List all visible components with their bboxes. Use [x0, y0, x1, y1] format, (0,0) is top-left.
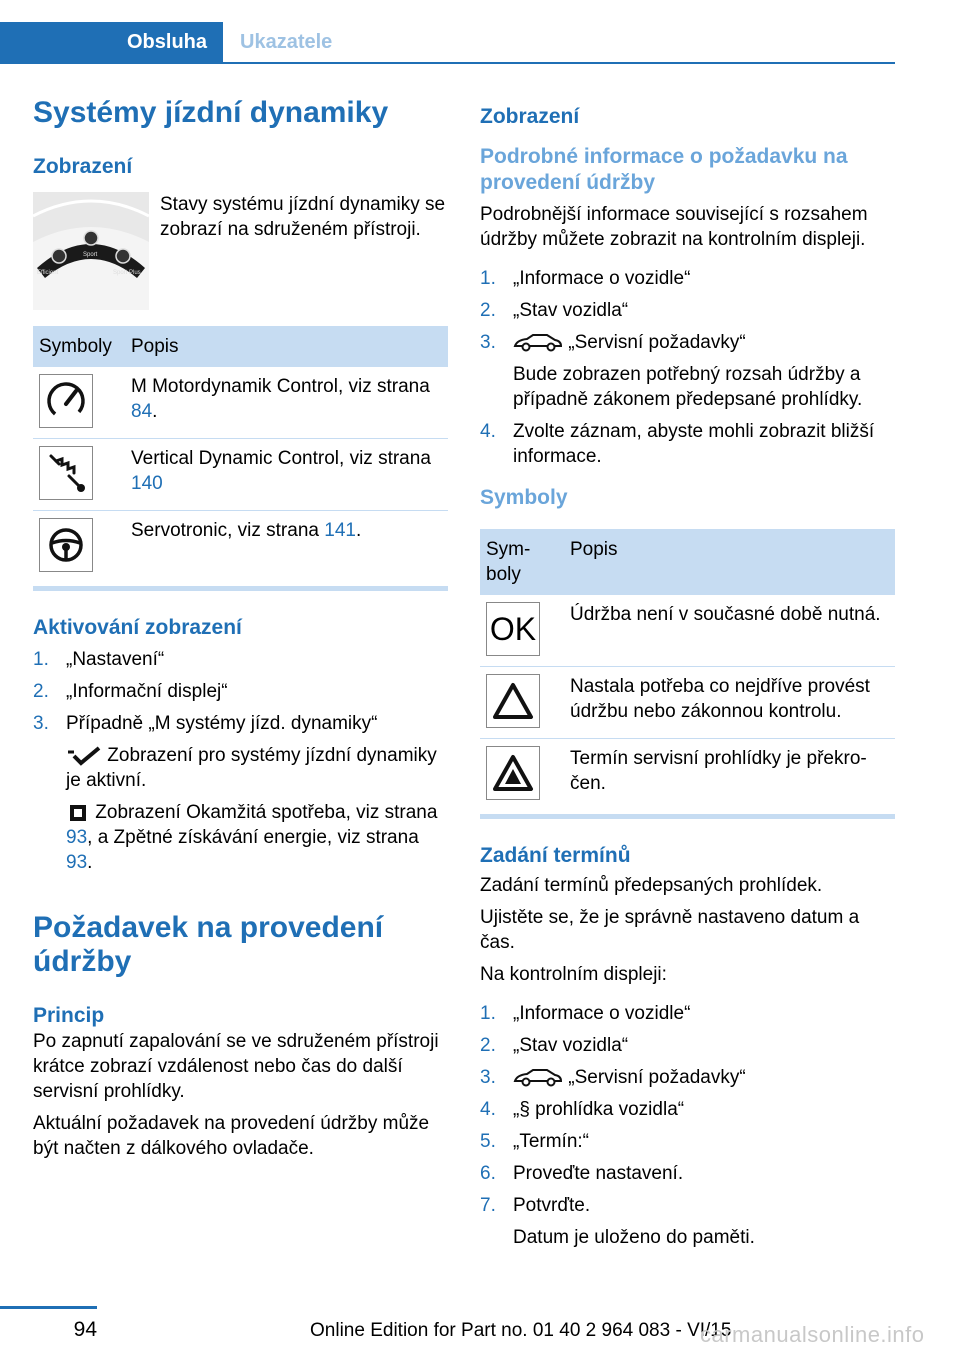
warning-triangle-icon — [486, 674, 540, 728]
section-title: Systémy jízdní dynamiky — [33, 96, 389, 129]
detail-steps-cont — [480, 419, 895, 469]
activate-note-1 — [66, 743, 448, 793]
page-link[interactable]: 84 — [131, 401, 153, 422]
step-number: 6. — [480, 1163, 496, 1184]
car-icon — [513, 334, 563, 352]
list-item — [33, 647, 448, 672]
step-number: 4. — [480, 421, 496, 442]
dates-steps — [480, 1001, 895, 1218]
page-link[interactable]: 93 — [66, 852, 88, 873]
tab-obsluha[interactable]: Obsluha — [0, 22, 223, 62]
note-text: . — [87, 852, 93, 873]
step-text: „Informace o vozidle“ — [513, 268, 691, 289]
cluster-label-sport-plus: Sport Plus — [113, 270, 141, 276]
list-item — [33, 711, 448, 736]
display-heading-right: Zobrazení — [480, 105, 580, 128]
footer-rule — [0, 1306, 97, 1309]
ok-icon — [486, 602, 540, 656]
list-item — [480, 1001, 895, 1026]
dates-paragraph-1: Zadání termínů předepsaných prohlídek. — [480, 875, 823, 896]
dates-paragraph-3: Na kontrolním displeji: — [480, 964, 667, 985]
step-number: 1. — [480, 1003, 496, 1024]
cluster-label-efficient: Efficient — [37, 270, 59, 276]
list-item — [480, 1193, 895, 1218]
list-item — [480, 1129, 895, 1154]
list-item — [480, 1097, 895, 1122]
table-row — [33, 367, 448, 439]
dates-paragraph-2: Ujistěte se, že je správně nastaveno datum a čas. — [480, 907, 860, 953]
step-text: „Termín:“ — [513, 1131, 589, 1152]
table-row — [33, 511, 448, 583]
symbols-table — [33, 326, 448, 582]
checkmark-icon — [66, 746, 102, 766]
ok-label: OK — [489, 610, 537, 647]
list-item — [33, 679, 448, 704]
left-column — [33, 96, 448, 1161]
activate-heading: Aktivování zobrazení — [33, 616, 242, 639]
step-text: „Nastavení“ — [66, 649, 165, 670]
cluster-label-sport: Sport — [83, 252, 98, 258]
page-link[interactable]: 93 — [66, 827, 88, 848]
display-intro — [33, 192, 448, 310]
row-text: M Motordynamik Control, viz strana — [131, 376, 430, 397]
detail-heading: Podrobné informace o požadavku na provedení údržby — [480, 145, 848, 194]
row-punct: . — [152, 401, 158, 422]
list-item — [480, 1033, 895, 1058]
step-number: 3. — [480, 332, 496, 353]
step-text: „Stav vozidla“ — [513, 1035, 629, 1056]
symbols-heading: Symboly — [480, 486, 568, 509]
step-text: Proveďte nastavení. — [513, 1163, 684, 1184]
note-text: , a Zpětné získávání energie, viz strana — [87, 827, 419, 848]
list-item — [480, 330, 895, 355]
step-number: 4. — [480, 1099, 496, 1120]
list-item — [480, 1065, 895, 1090]
principle-paragraph-2: Aktuální požadavek na provedení údržby může být načten z dálkového ovladače. — [33, 1113, 430, 1159]
step-number: 5. — [480, 1131, 496, 1152]
activate-steps — [33, 647, 448, 736]
col-header-description: Popis — [125, 326, 448, 367]
steering-wheel-icon — [39, 518, 93, 572]
step-number: 7. — [480, 1195, 496, 1216]
list-item — [480, 1161, 895, 1186]
edition-note: Online Edition for Part no. 01 40 2 964 083 - VI/15 — [310, 1320, 732, 1341]
page-number: 94 — [73, 1318, 97, 1341]
dates-heading: Zadání termínů — [480, 844, 631, 867]
tab-ukazatele[interactable]: Ukazatele — [240, 30, 333, 53]
list-item — [480, 266, 895, 291]
detail-steps — [480, 266, 895, 355]
row-text: Údržba není v současné době nutná. — [564, 595, 895, 667]
col-header-description: Popis — [564, 529, 895, 595]
dates-note: Datum je uloženo do paměti. — [513, 1227, 755, 1248]
page-link[interactable]: 141 — [324, 520, 356, 541]
list-item — [480, 298, 895, 323]
step-number: 3. — [480, 1067, 496, 1088]
step-text: „Stav vozidla“ — [513, 300, 629, 321]
car-icon — [513, 1069, 563, 1087]
filled-warning-triangle-icon — [486, 746, 540, 800]
step-text: Případně „M systémy jízd. dynamiky“ — [66, 713, 378, 734]
display-heading: Zobrazení — [33, 155, 133, 178]
table-row — [480, 595, 895, 667]
table-row — [480, 667, 895, 739]
note-text: Zobrazení Okamžitá spotřeba, viz strana — [95, 802, 438, 823]
table-row — [33, 439, 448, 511]
col-header-symbols: Symboly — [33, 326, 125, 367]
page-link[interactable]: 140 — [131, 473, 163, 494]
step-number: 1. — [33, 649, 49, 670]
row-text: Servotronic, viz strana — [131, 520, 325, 541]
square-icon — [66, 803, 90, 823]
display-text: Stavy systému jízdní dynamiky se zobrazí na sdruženém přístroji. — [160, 194, 446, 240]
table-end-rule — [33, 586, 448, 591]
service-title: Požadavek na provedení údržby — [33, 911, 384, 978]
step-text: „Servisní požadavky“ — [568, 332, 746, 353]
watermark: carmanualsonline.info — [700, 1322, 925, 1347]
right-column — [480, 96, 895, 1257]
step-text: „Informace o vozidle“ — [513, 1003, 691, 1024]
table-end-rule — [480, 814, 895, 819]
step-number: 2. — [33, 681, 49, 702]
step-text: Zvolte záznam, abyste mohli zobrazit bližší informace. — [513, 421, 875, 467]
step-number: 1. — [480, 268, 496, 289]
step-text: „§ prohlídka vozidla“ — [513, 1099, 685, 1120]
step-number: 2. — [480, 1035, 496, 1056]
row-punct: . — [355, 520, 362, 541]
note-text: Zobrazení pro systémy jízdní dynamiky je aktivní. — [66, 745, 437, 791]
service-symbols-table — [480, 529, 895, 810]
step-number: 3. — [33, 713, 49, 734]
detail-text: Podrobnější informace související s rozsahem údržby můžete zobrazit na kontrolním displeji. — [480, 204, 868, 250]
principle-heading: Princip — [33, 1004, 105, 1027]
row-text: Termín servisní prohlídky je překročen. — [570, 748, 867, 794]
shock-absorber-icon — [39, 446, 93, 500]
instrument-cluster-image — [33, 192, 149, 310]
col-header-symbols: Symboly — [480, 529, 564, 595]
gauge-icon — [39, 374, 93, 428]
step-text: „Servisní požadavky“ — [568, 1067, 746, 1088]
step-text: Potvrďte. — [513, 1195, 591, 1216]
step-number: 2. — [480, 300, 496, 321]
step-text: „Informační displej“ — [66, 681, 228, 702]
row-text: Nastala potřeba co nejdříve provést údržbu nebo zákonnou kontrolu. — [564, 667, 895, 739]
list-item — [480, 419, 895, 469]
principle-paragraph-1: Po zapnutí zapalování se ve sdruženém přístroji krátce zobrazí vzdálenost nebo čas do další servisní prohlídky. — [33, 1031, 439, 1102]
activate-note-2 — [66, 800, 448, 875]
step3-note: Bude zobrazen potřebný rozsah údržby a případně zákonem předepsané prohlídky. — [513, 364, 863, 410]
header-tabs — [0, 22, 895, 64]
table-row — [480, 739, 895, 811]
row-text: Vertical Dynamic Control, viz strana — [131, 448, 431, 469]
